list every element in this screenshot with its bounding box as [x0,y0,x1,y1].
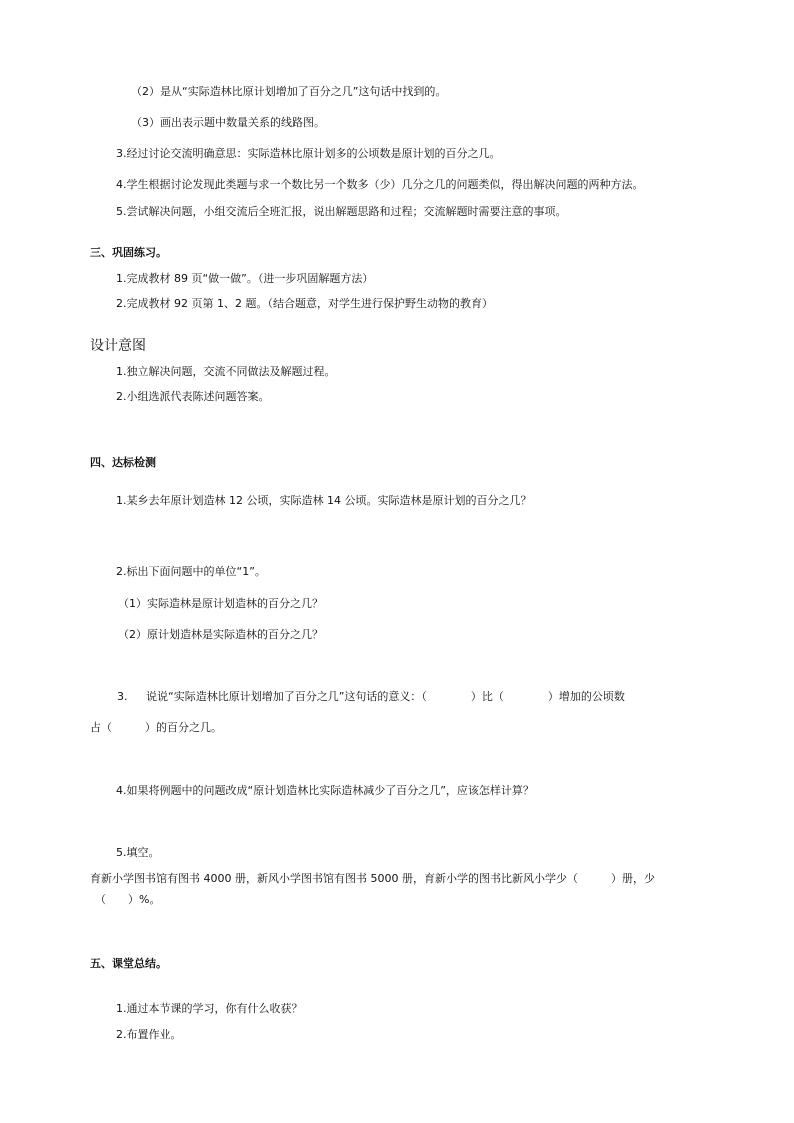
question-5-line-1: 育新小学图书馆有图书 4000 册，新风小学图书馆有图书 5000 册，育新小学的图书比新风小学少（ ）册，少 [90,872,655,885]
exercise-1: 1.完成教材 89 页“做一做”。（进一步巩固解题方法） [116,272,374,285]
paragraph-4: 4.学生根据讨论发现此类题与求一个数比另一个数多（少）几分之几的问题类似，得出解决问题的两种方法。 [116,178,644,191]
design-point-1: 1.独立解决问题，交流不同做法及解题过程。 [116,365,336,378]
summary-point-2: 2.布置作业。 [116,1028,182,1041]
paragraph-3: 3.经过讨论交流明确意思：实际造林比原计划多的公顷数是原计划的百分之几。 [116,147,501,160]
design-point-2: 2.小组选派代表陈述问题答案。 [116,390,270,403]
design-intent-heading: 设计意图 [90,338,146,354]
step-item-2: （2）是从“实际造林比原计划增加了百分之几”这句话中找到的。 [131,85,447,98]
exercise-2: 2.完成教材 92 页第 1、2 题。（结合题意，对学生进行保护野生动物的教育） [116,297,493,310]
question-5: 5.填空。 [116,846,160,859]
section-heading-summary: 五、课堂总结。 [90,957,167,970]
question-3-number: 3. [117,690,128,703]
question-5-line-2: （ ）%。 [95,893,161,906]
summary-point-1: 1.通过本节课的学习，你有什么收获？ [116,1002,303,1015]
step-item-3: （3）画出表示题中数量关系的线路图。 [131,116,325,129]
question-2-part-2: （2）原计划造林是实际造林的百分之几？ [118,628,323,641]
question-3-line-2: 占（ ）的百分之几。 [90,721,222,734]
question-3-line-1: 说说“实际造林比原计划增加了百分之几”这句话的意义：（ ）比（ ）增加的公顷数 [146,690,625,703]
question-4: 4.如果将例题中的问题改成“原计划造林比实际造林减少了百分之几”，应该怎样计算？ [116,784,534,797]
question-2-part-1: （1）实际造林是原计划造林的百分之几？ [118,597,323,610]
question-1: 1.某乡去年原计划造林 12 公顷，实际造林 14 公顷。实际造林是原计划的百分之几？ [116,494,532,507]
section-heading-consolidation: 三、巩固练习。 [90,246,167,259]
paragraph-5: 5.尝试解决问题，小组交流后全班汇报，说出解题思路和过程；交流解题时需要注意的事项。 [116,205,567,218]
question-2: 2.标出下面问题中的单位“1”。 [116,565,266,578]
section-heading-assessment: 四、达标检测 [90,456,156,469]
